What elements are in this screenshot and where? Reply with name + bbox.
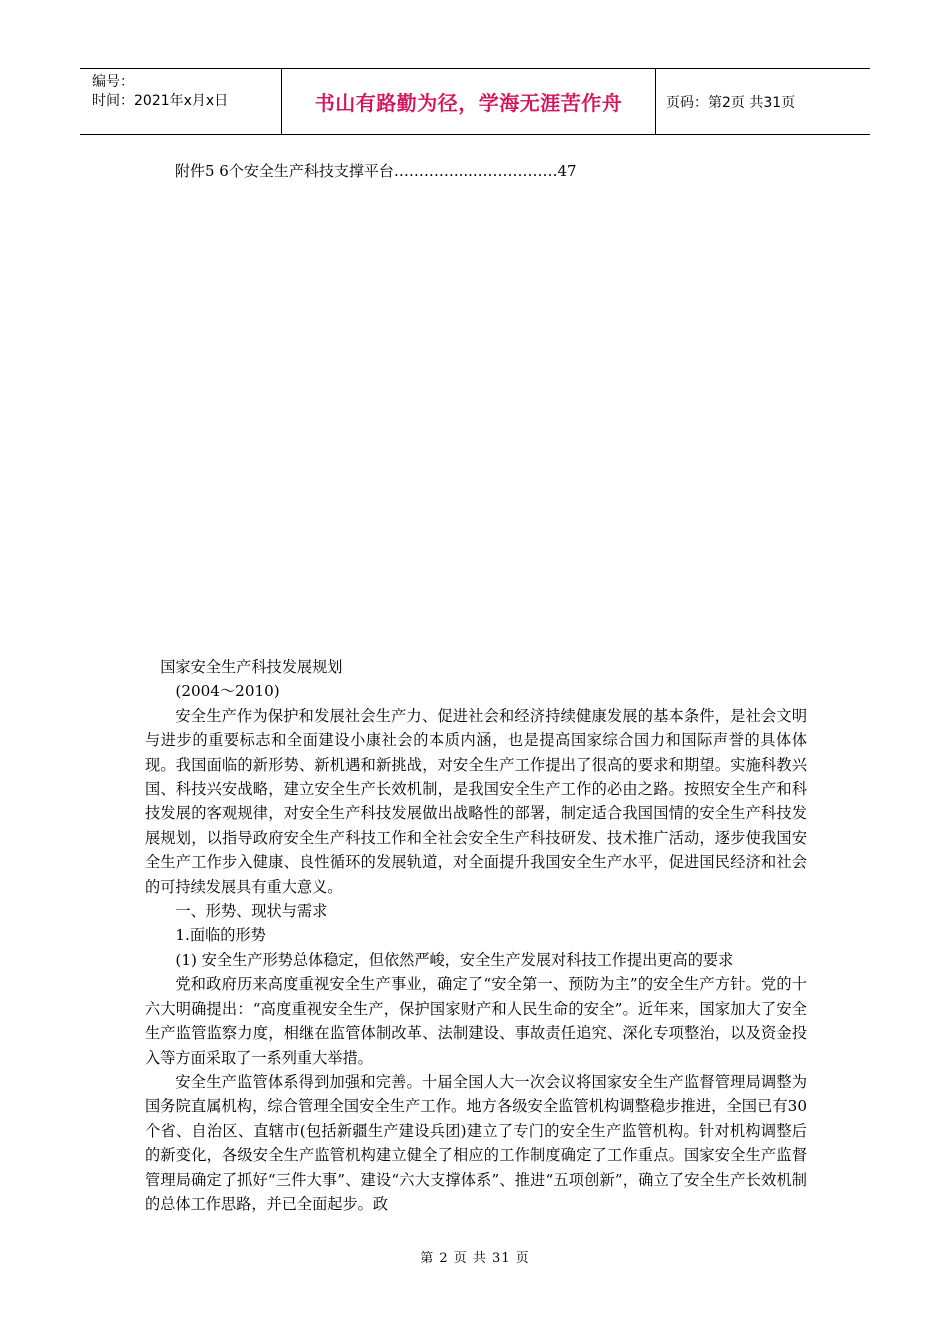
toc-entry: 附件5 6个安全生产科技支撑平台…………......……………47 xyxy=(175,162,577,180)
page-footer: 第 2 页 共 31 页 xyxy=(420,1251,530,1266)
paragraph: 安全生产监管体系得到加强和完善。十届全国人大一次会议将国家安全生产监督管理局调整为国务院直属机构，综合管理全国安全生产工作。地方各级安全监管机构调整稳步推进，全国已有30个省、自治区、直辖市(包括新疆生产建设兵团)建立了专门的安全生产监管机构。针对机构调整后的新变化，各级安全生产监管机构建立健全了相应的工作制度确定了工作重点。国家安全生产监督管理局确定了抓好“三件大事”、建设“六大支撑体系”、推进“五项创新”，确立了安全生产长效机制的总体工作思路，并已全面起步。政 xyxy=(145,1072,807,1213)
subsubsection-heading: (1) 安全生产形势总体稳定，但依然严峻，安全生产发展对科技工作提出更高的要求 xyxy=(175,950,734,969)
document-number-label: 编号： xyxy=(92,74,134,90)
header-motto: 书山有路勤为径，学海无涯苦作舟 xyxy=(282,69,656,134)
paragraph: 安全生产作为保护和发展社会生产力、促进社会和经济持续健康发展的基本条件，是社会文明与进步的重要标志和全面建设小康社会的本质内涵，也是提高国家综合国力和国际声誉的具体体现。我国面临的新形势、新机遇和新挑战，对安全生产工作提出了很高的要求和期望。实施科教兴国、科技兴安战略，建立安全生产长效机制，是我国安全生产工作的必由之路。按照安全生产和科技发展的客观规律，对安全生产科技发展做出战略性的部署，制定适合我国国情的安全生产科技发展规划，以指导政府安全生产科技工作和全社会安全生产科技研发、技术推广活动，逐步使我国安全生产工作步入健康、良性循环的发展轨道，对全面提升我国安全生产水平，促进国民经济和社会的可持续发展具有重大意义。 xyxy=(145,706,807,896)
subsection-heading: 1.面临的形势 xyxy=(175,926,266,945)
document-date: 时间：2021年x月x日 xyxy=(92,93,229,109)
document-title: 国家安全生产科技发展规划 xyxy=(160,658,343,676)
header-page-info: 页码：第2页 共31页 xyxy=(666,94,796,111)
section-heading: 一、形势、现状与需求 xyxy=(175,902,328,921)
page-header xyxy=(80,68,870,135)
document-years: (2004～2010) xyxy=(175,682,280,701)
paragraph: 党和政府历来高度重视安全生产事业，确定了“安全第一、预防为主”的安全生产方针。党的十六大明确提出：“高度重视安全生产，保护国家财产和人民生命的安全”。近年来，国家加大了安全生产监管监察力度，相继在监管体制改革、法制建设、事故责任追究、深化专项整治，以及资金投入等方面采取了一系列重大举措。 xyxy=(145,975,807,1067)
document-body xyxy=(145,655,807,1216)
header-meta xyxy=(80,69,282,134)
